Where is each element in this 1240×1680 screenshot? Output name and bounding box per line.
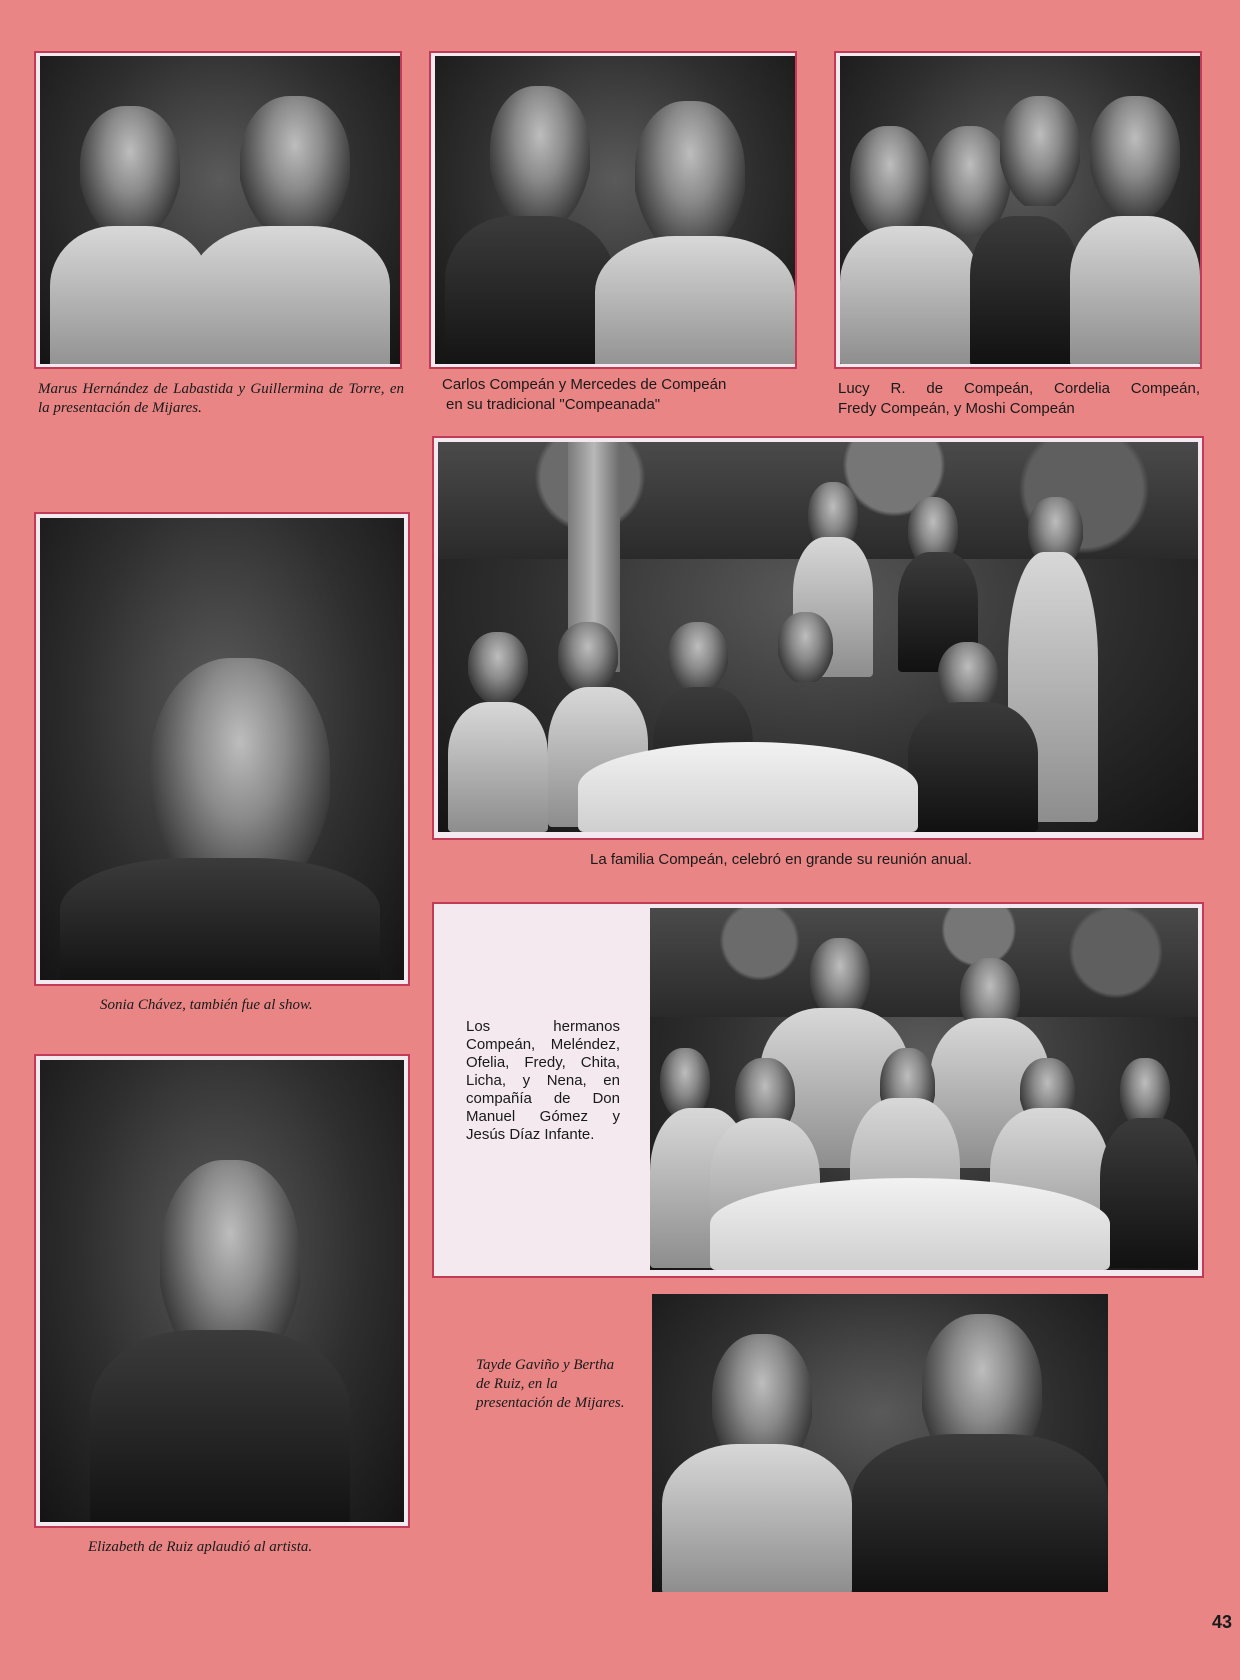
caption-tayde: Tayde Gaviño y Bertha de Ruiz, en la presentación de Mijares. <box>476 1357 625 1411</box>
photo-sonia-chavez <box>40 518 404 980</box>
photo-familia-compean <box>438 442 1198 832</box>
caption-lucy-line1: Lucy R. de Compeán, Cordelia Compeán, <box>838 380 1200 397</box>
caption-elizabeth: Elizabeth de Ruiz aplaudió al artista. <box>88 1539 313 1555</box>
caption-sonia: Sonia Chávez, también fue al show. <box>100 997 313 1013</box>
photo-lucy-cordelia-fredy-moshi <box>840 56 1200 364</box>
photo-tayde-bertha <box>652 1294 1108 1592</box>
photo-hermanos-compean <box>650 908 1198 1270</box>
caption-carlos-line2: en su tradicional "Compeanada" <box>446 396 661 413</box>
photo-elizabeth-de-ruiz <box>40 1060 404 1522</box>
caption-carlos-line1: Carlos Compeán y Mercedes de Compeán <box>442 376 727 393</box>
caption-familia: La familia Compeán, celebró en grande su reunión anual. <box>590 851 972 868</box>
caption-lucy-line2: Fredy Compeán, y Moshi Compeán <box>838 400 1075 417</box>
caption-marus: Marus Hernández de Labastida y Guillermina de Torre, en la presentación de Mijares. <box>38 381 404 416</box>
photo-marus-guillermina <box>40 56 400 364</box>
caption-hermanos: Los hermanos Compeán, Meléndez, Ofelia, Fredy, Chita, Licha, y Nena, en compañía de Don Manuel Gómez y Jesús Díaz Infante. <box>466 1018 620 1143</box>
page-number: 43 <box>1211 1612 1232 1632</box>
photo-carlos-mercedes <box>435 56 795 364</box>
